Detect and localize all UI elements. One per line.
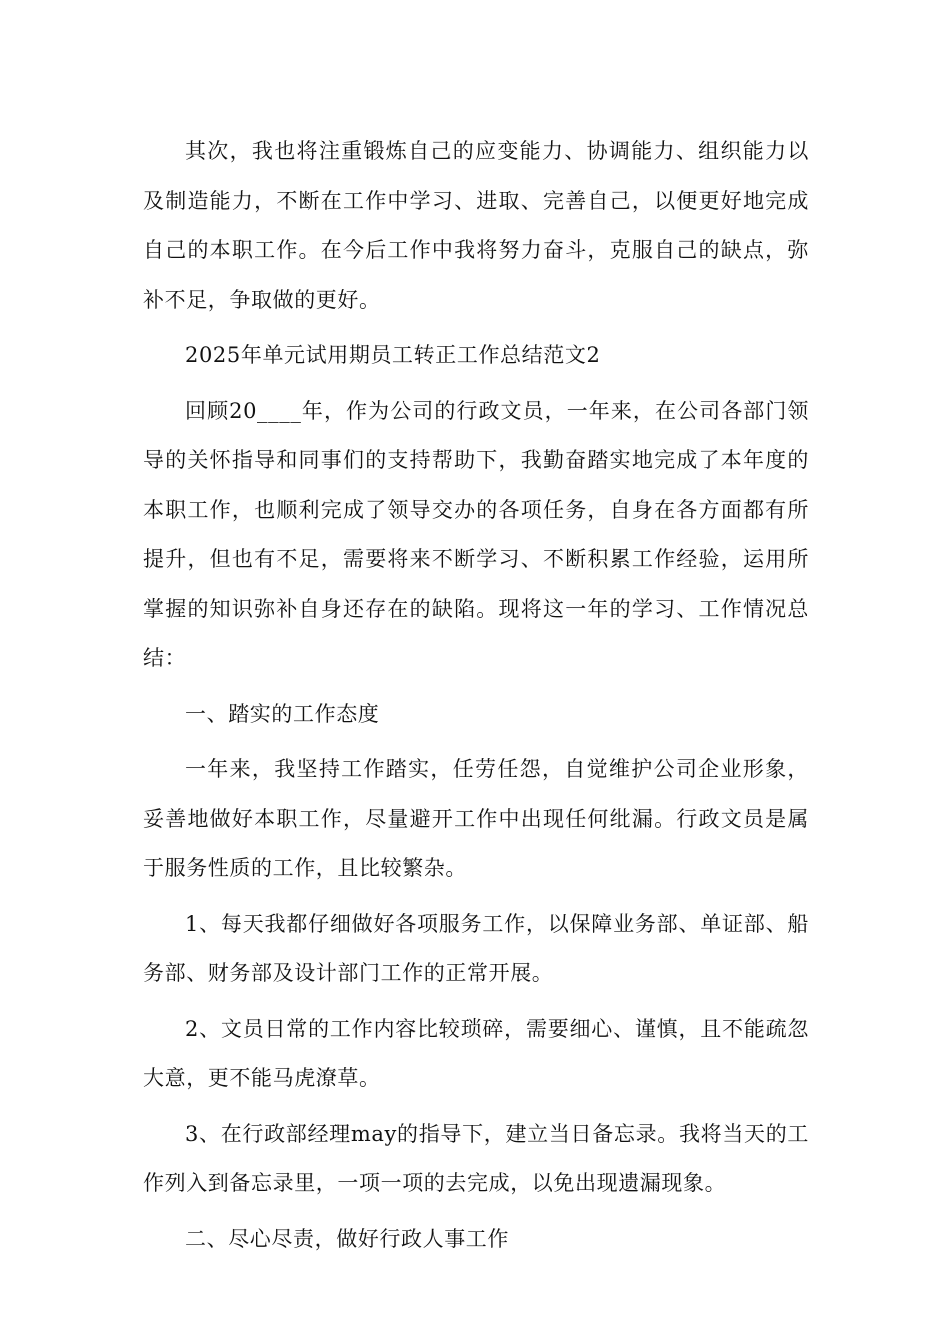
document-body <box>143 127 809 1270</box>
paragraph-review: 回顾20____年，作为公司的行政文员，一年来，在公司各部门领导的关怀指导和同事们的支持帮助下，我勤奋踏实地完成了本年度的本职工作，也顺利完成了领导交办的各项任务，自身在各方面都有所提升，但也有不足，需要将来不断学习、不断积累工作经验，运用所掌握的知识弥补自身还存在的缺陷。现将这一年的学习、工作情况总结： <box>143 398 809 670</box>
list-item-2: 2、文员日常的工作内容比较琐碎，需要细心、谨慎，且不能疏忽大意，更不能马虎潦草。 <box>143 1016 809 1090</box>
heading-admin-hr-work: 二、尽心尽责，做好行政人事工作 <box>185 1226 509 1251</box>
list-item-1: 1、每天我都仔细做好各项服务工作，以保障业务部、单证部、船务部、财务部及设计部门工作的正常开展。 <box>143 911 809 985</box>
paragraph-self-improvement: 其次，我也将注重锻炼自己的应变能力、协调能力、组织能力以及制造能力，不断在工作中学习、进取、完善自己，以便更好地完成自己的本职工作。在今后工作中我将努力奋斗，克服自己的缺点，弥补不足，争取做的更好。 <box>143 139 809 312</box>
paragraph-work-attitude: 一年来，我坚持工作踏实，任劳任怨，自觉维护公司企业形象，妥善地做好本职工作，尽量避开工作中出现任何纰漏。行政文员是属于服务性质的工作，且比较繁杂。 <box>143 757 809 880</box>
heading-work-attitude: 一、踏实的工作态度 <box>185 701 380 726</box>
section-title: 2025年单元试用期员工转正工作总结范文2 <box>185 343 601 367</box>
list-item-3: 3、在行政部经理may的指导下，建立当日备忘录。我将当天的工作列入到备忘录里，一项一项的去完成，以免出现遗漏现象。 <box>143 1121 809 1195</box>
